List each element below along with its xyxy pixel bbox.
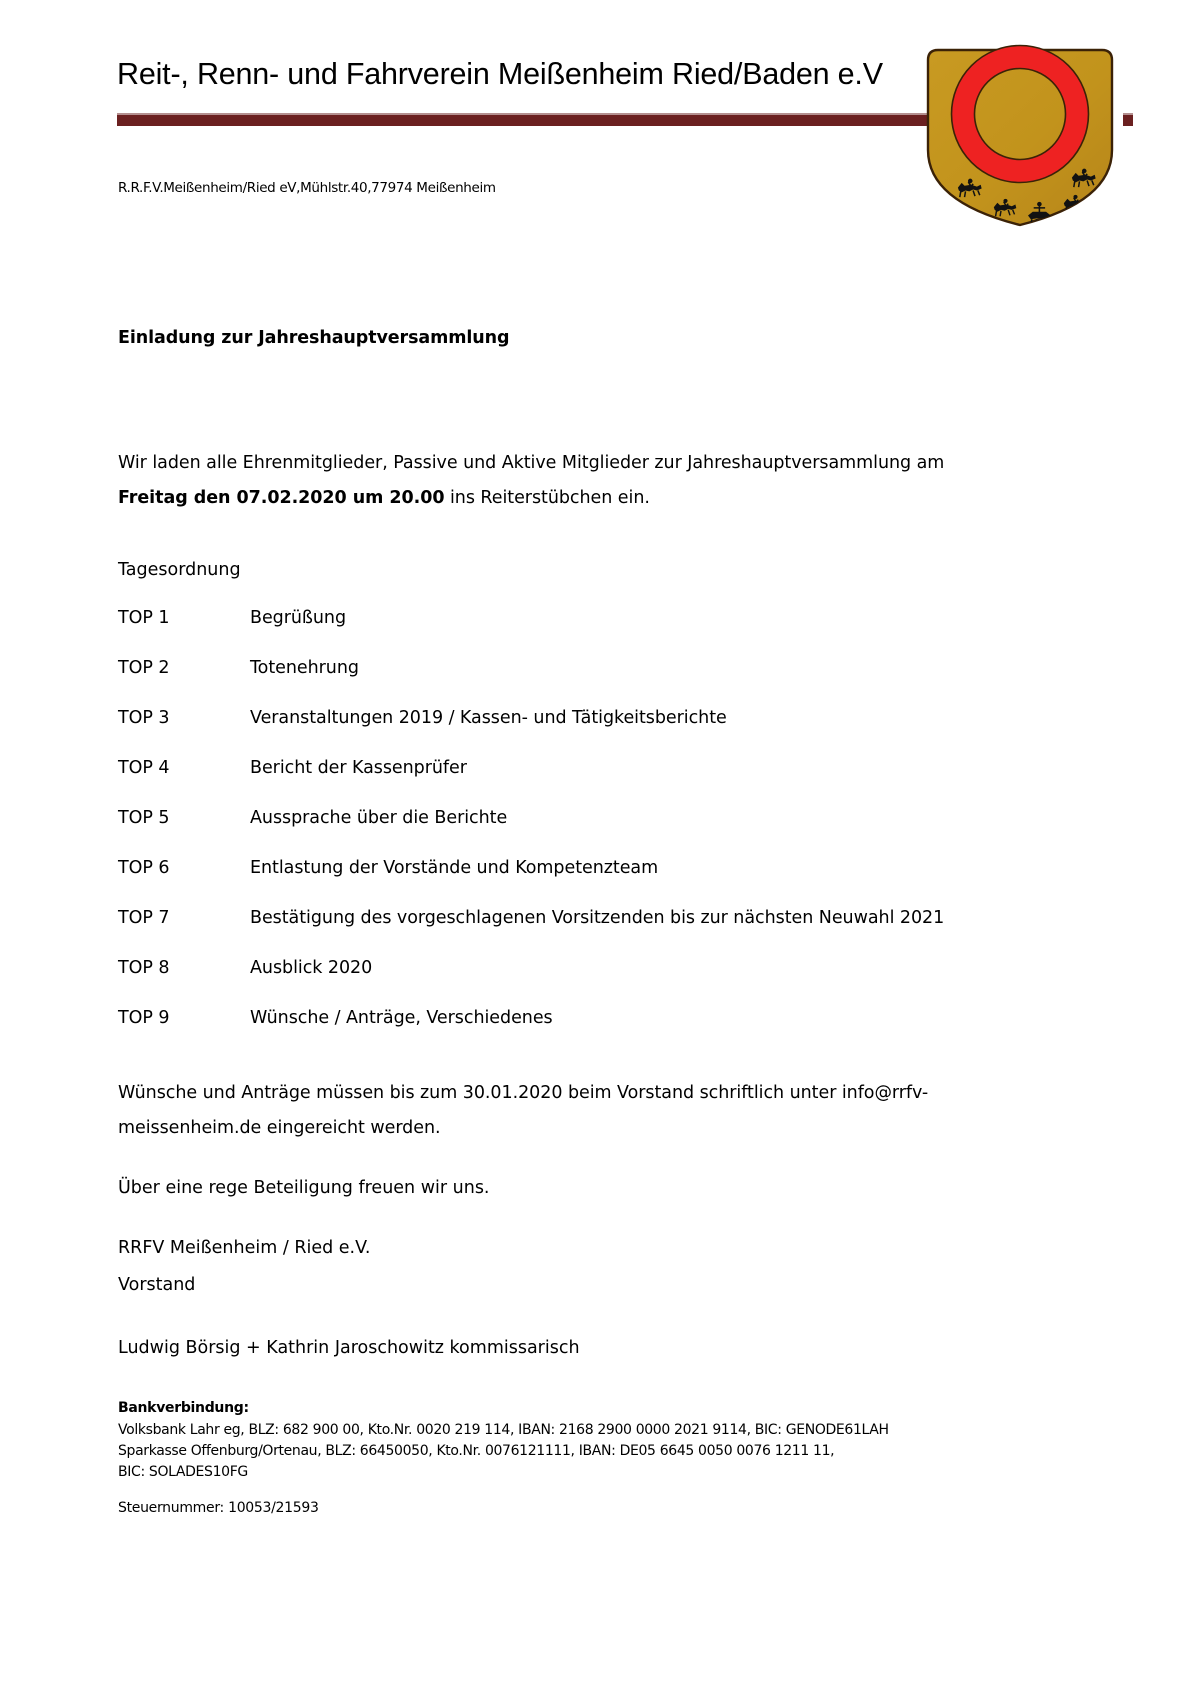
invitation-paragraph	[118, 446, 1018, 516]
submission-deadline-note: Wünsche und Anträge müssen bis zum 30.01.2020 beim Vorstand schriftlich unter info@rrfv-meissenheim.de eingereicht werden.	[118, 1082, 929, 1138]
meeting-datetime: Freitag den 07.02.2020 um 20.00	[118, 487, 445, 508]
agenda-item-number: TOP 6	[118, 858, 170, 878]
shield-reflection	[928, 231, 1112, 287]
agenda-item-number: TOP 2	[118, 658, 170, 678]
agenda-item-number: TOP 5	[118, 808, 170, 828]
bank-details-block	[118, 1400, 1078, 1483]
agenda-list	[118, 608, 1078, 1058]
return-address: R.R.F.V.Meißenheim/Ried eV,Mühlstr.40,77974 Meißenheim	[118, 180, 496, 196]
organization-title: Reit-, Renn- und Fahrverein Meißenheim Ried/Baden e.V	[117, 57, 883, 91]
agenda-item-label: Totenehrung	[250, 658, 359, 678]
agenda-item-label: Begrüßung	[250, 608, 347, 628]
agenda-item-label: Bestätigung des vorgeschlagenen Vorsitzenden bis zur nächsten Neuwahl 2021	[250, 908, 945, 928]
agenda-item-label: Veranstaltungen 2019 / Kassen- und Tätigkeitsberichte	[250, 708, 727, 728]
agenda-item	[118, 608, 1078, 658]
document-subject: Einladung zur Jahreshauptversammlung	[118, 328, 510, 348]
agenda-item-number: TOP 4	[118, 758, 170, 778]
agenda-item-label: Ausblick 2020	[250, 958, 373, 978]
agenda-item	[118, 708, 1078, 758]
agenda-item-number: TOP 8	[118, 958, 170, 978]
agenda-item	[118, 1008, 1078, 1058]
invitation-text-tail: ins Reiterstübchen ein.	[444, 487, 650, 508]
agenda-item	[118, 958, 1078, 1008]
agenda-item-number: TOP 9	[118, 1008, 170, 1028]
signature-role: Vorstand	[118, 1275, 196, 1295]
signature-names: Ludwig Börsig + Kathrin Jaroschowitz kommissarisch	[118, 1338, 580, 1358]
letterhead	[0, 0, 1200, 300]
agenda-item-label: Bericht der Kassenprüfer	[250, 758, 467, 778]
agenda-heading: Tagesordnung	[118, 560, 241, 580]
bank-detail-line: Volksbank Lahr eg, BLZ: 682 900 00, Kto.Nr. 0020 219 114, IBAN: 2168 2900 0000 2021 9114, BIC: GENODE61LAH	[118, 1422, 889, 1438]
agenda-item	[118, 908, 1078, 958]
agenda-item	[118, 758, 1078, 808]
agenda-item-number: TOP 7	[118, 908, 170, 928]
tax-number: Steuernummer: 10053/21593	[118, 1500, 319, 1516]
agenda-item-label: Wünsche / Anträge, Verschiedenes	[250, 1008, 553, 1028]
bank-detail-line: BIC: SOLADES10FG	[118, 1464, 248, 1480]
agenda-item-label: Aussprache über die Berichte	[250, 808, 508, 828]
agenda-item-number: TOP 3	[118, 708, 170, 728]
agenda-item	[118, 808, 1078, 858]
agenda-item-number: TOP 1	[118, 608, 170, 628]
bank-details-heading: Bankverbindung:	[118, 1400, 249, 1416]
invitation-text-lead: Wir laden alle Ehrenmitglieder, Passive und Aktive Mitglieder zur Jahreshauptversammlung am	[118, 452, 945, 473]
coat-of-arms-icon	[920, 42, 1125, 287]
agenda-item	[118, 858, 1078, 908]
signature-club: RRFV Meißenheim / Ried e.V.	[118, 1238, 371, 1258]
header-rule	[117, 113, 1047, 126]
closing-remark: Über eine rege Beteiligung freuen wir uns.	[118, 1178, 490, 1198]
agenda-item	[118, 658, 1078, 708]
bank-detail-line: Sparkasse Offenburg/Ortenau, BLZ: 66450050, Kto.Nr. 0076121111, IBAN: DE05 6645 0050 0076 1211 11,	[118, 1443, 835, 1459]
agenda-item-label: Entlastung der Vorstände und Kompetenzteam	[250, 858, 659, 878]
